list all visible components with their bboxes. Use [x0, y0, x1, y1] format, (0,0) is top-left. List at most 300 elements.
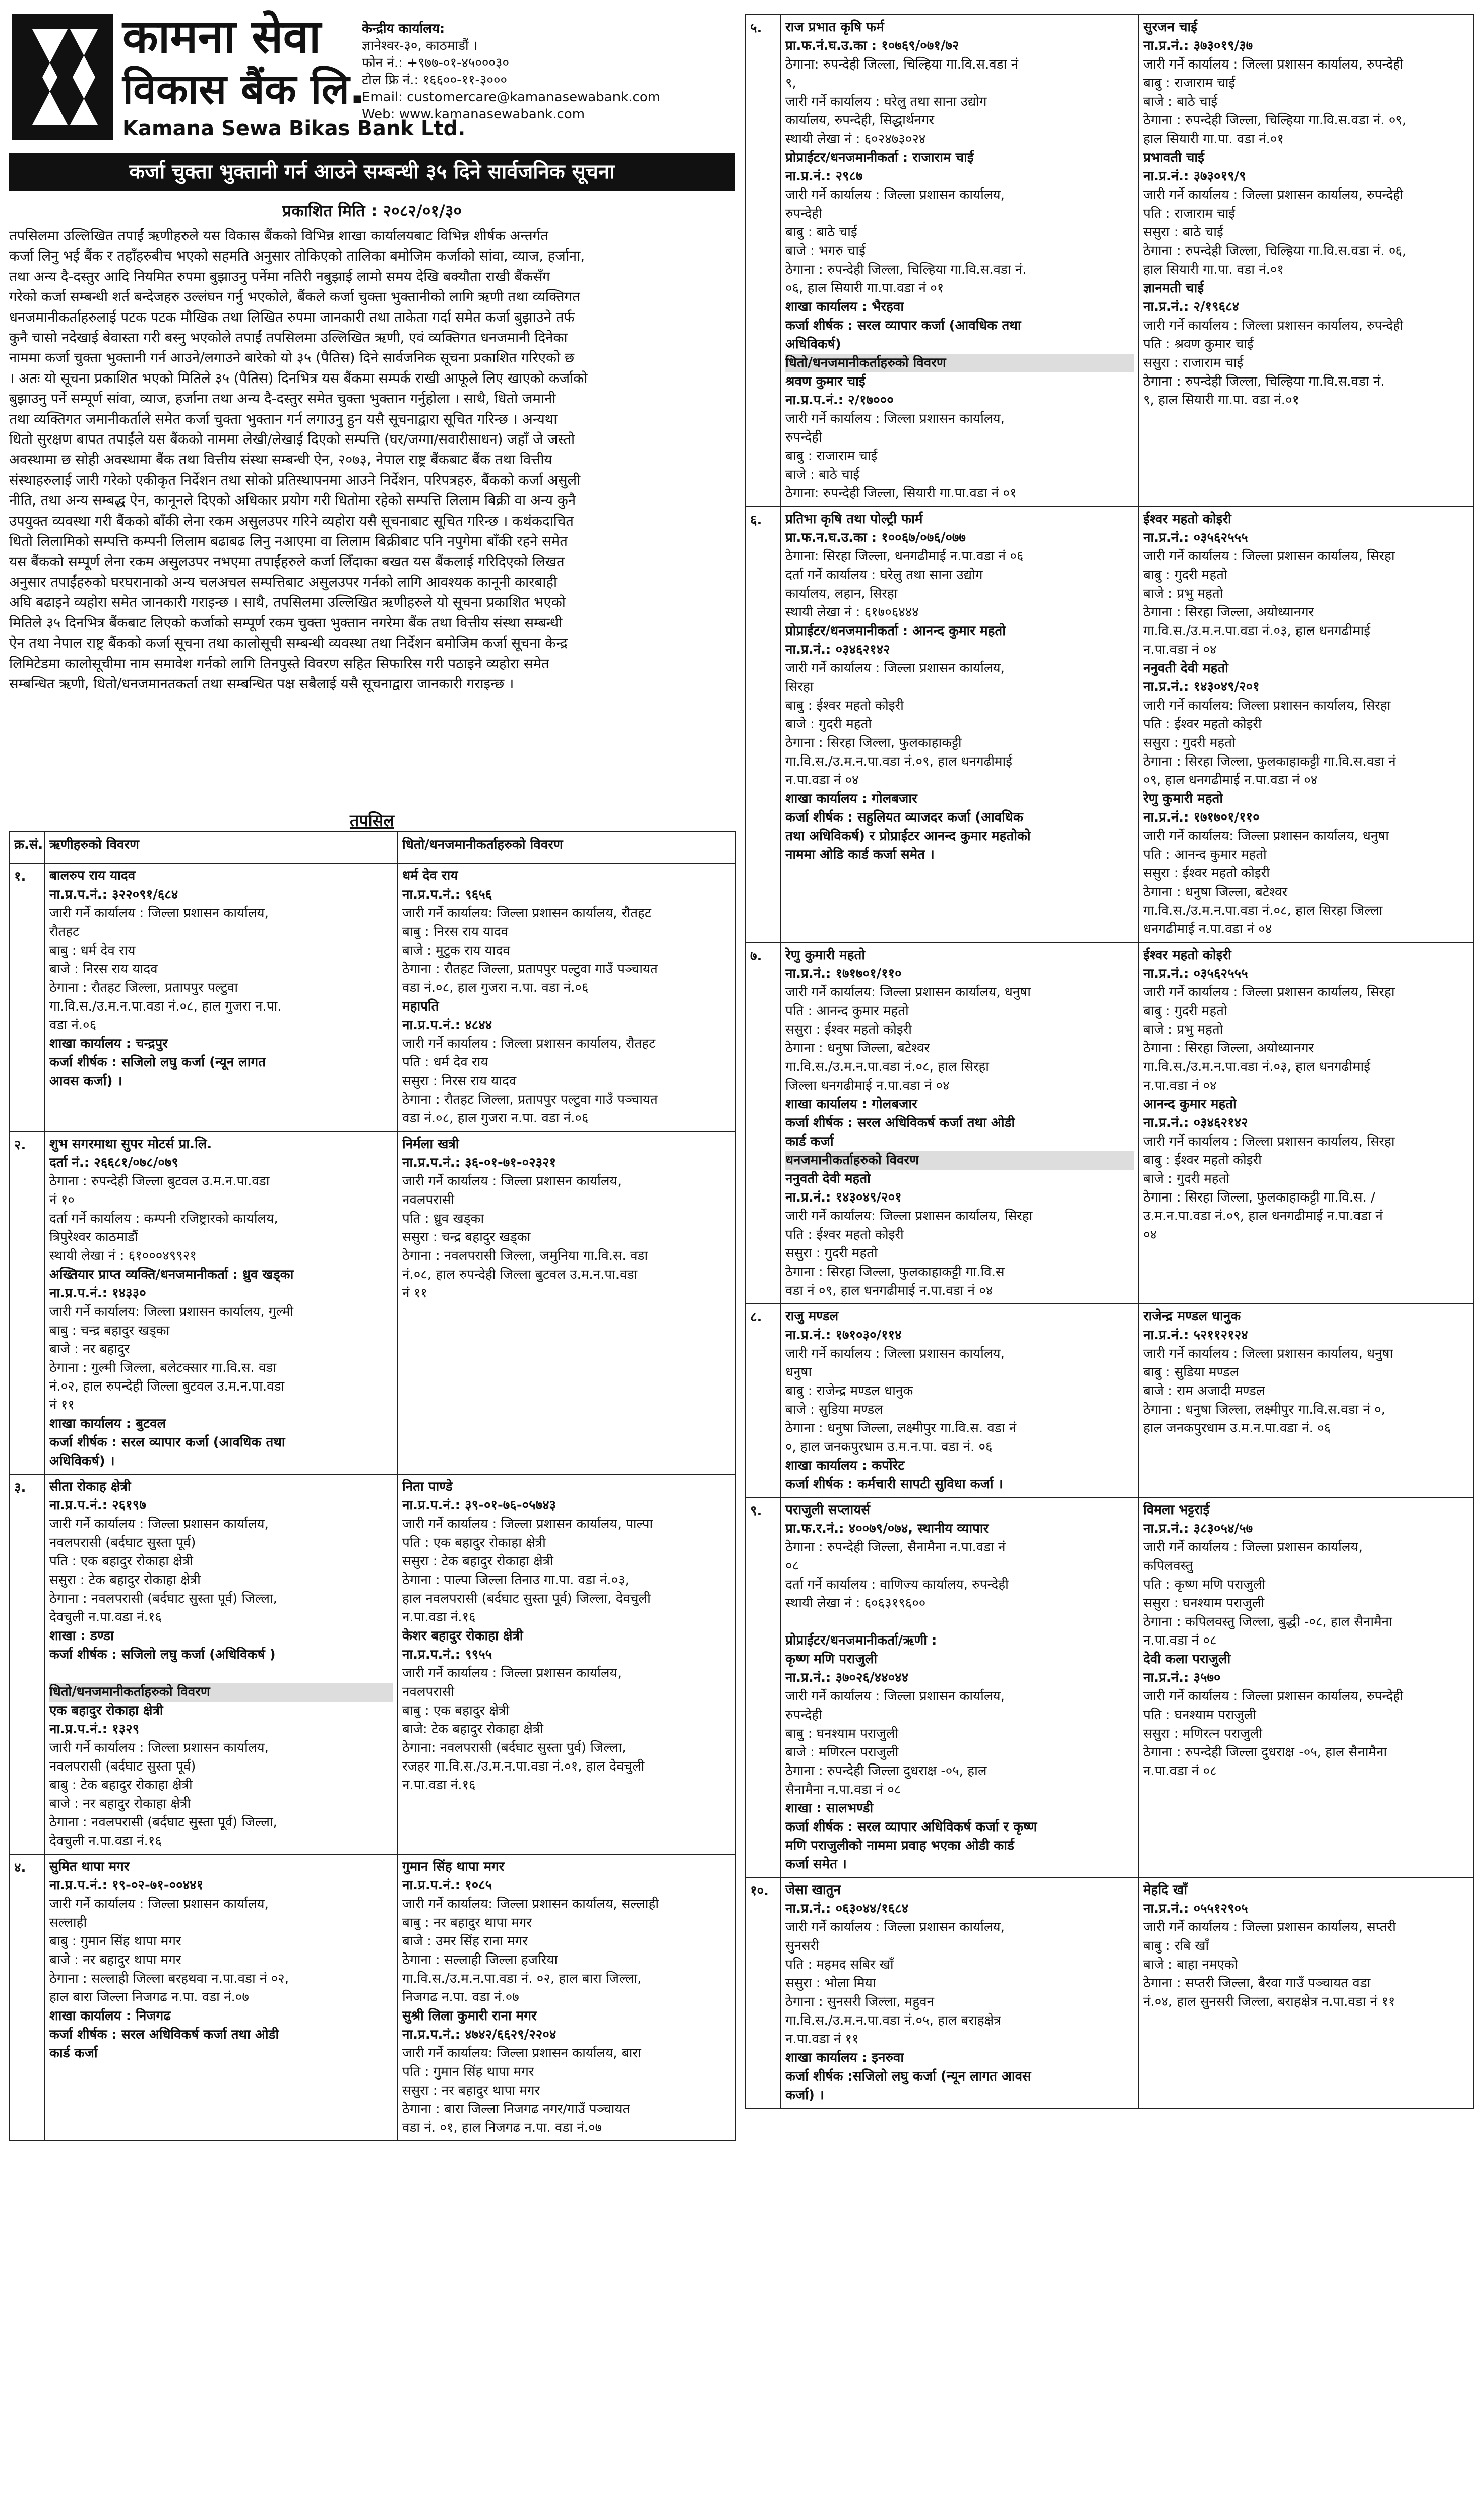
entry-line: ठेगाना : सप्तरी जिल्ला, बैरवा गाउँ पञ्चायत वडा: [1143, 1976, 1371, 1991]
entry-line: ०४: [1143, 1227, 1157, 1242]
guarantor-details: [1139, 15, 1473, 507]
entry-line: जारी गर्ने कार्यालय: जिल्ला प्रशासन कार्यालय, बारा: [402, 2046, 641, 2061]
entry-bold-line: प्रोप्राईटर/धनजमानीकर्ता/ऋणी :: [785, 1633, 937, 1648]
body-line: अवस्थामा छ सोही अवस्थामा बैंक तथा वित्तीय संस्था सम्बन्धी ऐन, २०७३, नेपाल राष्ट्र बैंकबाट बैंक तथा वित्तीय: [9, 452, 552, 468]
table-row: [10, 1854, 735, 2141]
table-row: [746, 15, 1473, 507]
entry-line: ठेगाना : रुपन्देही जिल्ला, सैनामैना न.पा.वडा नं: [785, 1540, 1006, 1555]
entry-line: जारी गर्ने कार्यालय : जिल्ला प्रशासन कार्यालय, पाल्पा: [402, 1517, 653, 1532]
entry-bold-line: मेहदि खाँ: [1143, 1882, 1187, 1898]
entry-line: न.पा.वडा नं ०४: [785, 773, 859, 788]
guarantor-details: [398, 1854, 735, 2141]
borrower-table-right: [745, 14, 1474, 2109]
entry-bold-line: प्रतिभा कृषि तथा पोल्ट्री फार्म: [785, 512, 923, 527]
entry-line: रजहर गा.वि.स./उ.म.न.पा.वडा नं.०१, हाल देवचुली: [402, 1759, 645, 1774]
entry-line: पति : श्रवण कुमार चाई: [1143, 337, 1254, 352]
entry-line: न.पा.वडा नं ०८: [1143, 1633, 1217, 1648]
entry-bold-line: ना.प्र.प.नं.: २६१९७: [49, 1498, 146, 1513]
entry-line: बाबु : गुदरी महतो: [1143, 568, 1227, 583]
entry-bold-line: सुश्री लिला कुमारी राना मगर: [402, 2008, 537, 2024]
guarantor-details: [398, 1474, 735, 1854]
serial-number: ३.: [10, 1474, 45, 1854]
table-row: [746, 1304, 1473, 1497]
entry-bold-line: प्रोप्राईटर/धनजमानीकर्ता : राजाराम चाई: [785, 150, 974, 165]
entry-line: नवलपरासी (बर्दघाट सुस्ता पूर्व): [49, 1759, 196, 1774]
entry-line: उ.म.न.पा.वडा नं.०९, हाल धनगढीमाई न.पा.वडा नं: [1143, 1209, 1383, 1224]
entry-line: बाबु : रबि खाँ: [1143, 1938, 1209, 1954]
table-row: [746, 1877, 1473, 2108]
entry-line: जारी गर्ने कार्यालय: जिल्ला प्रशासन कार्यालय, धनुषा: [1143, 829, 1389, 844]
table-row: [746, 1497, 1473, 1877]
entry-line: ससुरा : ईश्वर महतो कोइरी: [1143, 866, 1270, 881]
entry-line: ठेगाना: सिरहा जिल्ला, धनगढीमाई न.पा.वडा नं ०६: [785, 549, 1024, 564]
entry-line: बाजे : सुडिया मण्डल: [785, 1402, 883, 1417]
entry-line: ठेगाना : रौतहट जिल्ला, प्रतापपुर पल्टुवा गाउँ पञ्चायत: [402, 1092, 658, 1107]
section-subheading: धितो/धनजमानीकर्ताहरुको विवरण: [49, 1683, 393, 1702]
entry-bold-line: मणि पराजुलीको नाममा प्रवाह भएका ओडी कार्ड: [785, 1838, 1014, 1853]
entry-bold-line: निता पाण्डे: [402, 1479, 453, 1494]
entry-bold-line: ना.प्र.नं.: ५२११२१२४: [1143, 1328, 1248, 1343]
entry-line: पति : एक बहादुर रोकाहा क्षेत्री: [49, 1554, 193, 1569]
entry-line: न.पा.वडा नं ०४: [1143, 642, 1217, 657]
entry-bold-line: केशर बहादुर रोकाहा क्षेत्री: [402, 1628, 523, 1644]
serial-number: १०.: [746, 1877, 781, 2108]
entry-line: वडा नं ०९, हाल धनगढीमाई न.पा.वडा नं ०४: [785, 1283, 993, 1298]
publish-date: प्रकाशित मिति : २०८२/०१/३०: [282, 201, 462, 220]
contact-web[interactable]: Web: www.kamanasewabank.com: [362, 107, 585, 122]
table-row: [746, 507, 1473, 942]
guarantor-details: [1139, 507, 1473, 942]
body-line: उपयुक्त व्यवस्था गरी बैंकको बाँकी लेना रकम असुलउपर गरिने व्यहोरा यसै सूचनाबाट सूचित गरिन्छ । कथंकदाचित: [9, 513, 574, 529]
body-line: तथा व्यक्तिगत जमानीकर्ताले समेत कर्जा चुक्ता भुक्तान गर्न लगाउनु हुन यसै सूचनाद्वारा सूचित गरिन्छ । अन्यथा: [9, 411, 558, 427]
entry-line: जारी गर्ने कार्यालय : जिल्ला प्रशासन कार्यालय, सिरहा: [1143, 549, 1395, 564]
entry-bold-line: शाखा कार्यालय : गोलबजार: [785, 1097, 917, 1112]
entry-bold-line: शाखा कार्यालय : भैरहवा: [785, 299, 904, 314]
entry-bold-line: कार्ड कर्जा: [785, 1134, 834, 1149]
borrower-details: [781, 1304, 1139, 1497]
entry-line: बाजे : बाठे चाई: [785, 467, 860, 482]
entry-line: हाल सियारी गा.पा. वडा नं.०१: [1143, 132, 1284, 147]
entry-line: ससुरा : घनश्याम पराजुली: [1143, 1596, 1265, 1611]
entry-bold-line: सुरजन चाई: [1143, 20, 1197, 35]
entry-line: ठेगाना : धनुषा जिल्ला, बटेश्वर: [785, 1041, 930, 1056]
entry-line: जारी गर्ने कार्यालय : जिल्ला प्रशासन कार्यालय,: [1143, 1540, 1363, 1555]
entry-line: ससुरा : बाठे चाई: [1143, 225, 1223, 240]
entry-bold-line: ना.प्र.प.नं.: ९६५६: [402, 887, 492, 902]
entry-line: नं १०: [49, 1192, 75, 1208]
entry-bold-line: प्रा.फ.न.घ.उ.का : १००६७/०७६/०७७: [785, 530, 966, 545]
entry-line: रुपन्देही: [785, 430, 822, 445]
entry-bold-line: ना.प्र.प.नं.: २/१७०००: [785, 393, 894, 408]
entry-line: हाल नवलपरासी (बर्दघाट सुस्ता पूर्व) जिल्ला, देवचुली: [402, 1591, 651, 1606]
entry-line: स्थायी लेखा नं : ६१७०६४४४: [785, 605, 919, 620]
entry-line: ठेगाना : सिरहा जिल्ला, अयोध्यानगर: [1143, 1041, 1314, 1056]
entry-line: कार्यालय, रुपन्देही, सिद्धार्थनगर: [785, 113, 935, 128]
entry-bold-line: कर्जा समेत ।: [785, 1857, 847, 1872]
entry-line: ठेगाना : कपिलवस्तु जिल्ला, बुद्धी -०८, हाल सैनामैना: [1143, 1614, 1392, 1629]
table-row: [10, 1131, 735, 1474]
entry-line: न.पा.वडा नं ११: [785, 2032, 859, 2047]
entry-line: ठेगाना: रुपन्देही जिल्ला, चिल्हिया गा.वि.स.वडा नं: [785, 57, 1019, 72]
entry-line: ठेगाना : बारा जिल्ला निजगढ नगर/गाउँ पञ्चायत: [402, 2102, 630, 2117]
entry-line: ९,: [785, 76, 796, 91]
borrower-details: [45, 1474, 398, 1854]
body-line: कुनै चासो नदेखाई बेवास्ता गरी बस्नु भएकोले तपाईं तपसिलमा उल्लिखित ऋणी, एवं व्यक्तिगत धनजमानी दिनेका: [9, 330, 568, 346]
borrower-details: [45, 1854, 398, 2141]
entry-line: ठेगाना : धनुषा जिल्ला, लक्ष्मीपुर गा.वि.स.वडा नं ०,: [1143, 1402, 1385, 1417]
entry-bold-line: तथा अधिविकर्ष) र प्रोप्राईटर आनन्द कुमार महतोको: [785, 829, 1031, 844]
entry-line: जारी गर्ने कार्यालय : जिल्ला प्रशासन कार्यालय, रौतहट: [402, 1036, 656, 1051]
entry-line: ससुरा : ईश्वर महतो कोइरी: [785, 1022, 912, 1037]
entry-line: गा.वि.स./उ.म.न.पा.वडा नं.०३, हाल धनगढीमाई: [1143, 1059, 1371, 1075]
entry-bold-line: प्रोप्राईटर/धनजमानीकर्ता : आनन्द कुमार महतो: [785, 623, 1006, 639]
guarantor-details: [1139, 1877, 1473, 2108]
entry-bold-line: ना.प्र.नं.: १७१७०१/११०: [1143, 810, 1260, 825]
entry-line: स्थायी लेखा नं : ६०२४७३०२४: [785, 132, 926, 147]
entry-bold-line: कर्जा शीर्षक : सरल व्यापार कर्जा (आवधिक तथा: [785, 318, 1021, 333]
entry-bold-line: ना.प्र.प.नं.: ४८४४: [402, 1018, 492, 1033]
guarantor-details: [398, 863, 735, 1131]
body-line: गरेको कर्जा सम्बन्धी शर्त बन्देजहरु उल्लंघन गर्नु भएकोले, बैंकले कर्जा चुक्ता भुक्तानीको लागि ऋणी तथा व्यक्तिगत: [9, 289, 580, 305]
entry-line: ०६, हाल सियारी गा.पा.वडा नं ०१: [785, 281, 944, 296]
entry-line: पति : राजाराम चाई: [1143, 206, 1236, 221]
entry-bold-line: ना.प्र.प.नं.: ९९५५: [402, 1647, 492, 1662]
entry-line: गा.वि.स./उ.म.न.पा.वडा नं.०३, हाल धनगढीमाई: [1143, 623, 1371, 639]
entry-bold-line: ना.प्र.प.नं.: १०८५: [402, 1878, 492, 1893]
entry-line: कपिलवस्तु: [1143, 1558, 1193, 1573]
entry-bold-line: अधिविकर्ष): [785, 337, 841, 352]
contact-block: [362, 20, 735, 123]
serial-number: ७.: [746, 942, 781, 1304]
body-line: अनुसार तपाईंहरुको घरघरानाको अन्य चलअचल सम्पत्तिबाट असुलउपर गर्नको लागि आवश्यक कानूनी कारबाही: [9, 574, 558, 590]
entry-line: जिल्ला धनगढीमाई न.पा.वडा नं ०४: [785, 1078, 950, 1093]
entry-line: गा.वि.स./उ.म.न.पा.वडा नं.०८, हाल सिरहा: [785, 1059, 990, 1075]
body-line: बुझाउनु पर्ने सम्पूर्ण सांवा, व्याज, हर्जाना तथा अन्य दै-दस्तुर समेत चुक्ता भुक्तान गर्नुहोला । साथै, धितो जमानी: [9, 391, 556, 407]
entry-line: धनुषा: [785, 1365, 812, 1380]
entry-line: ठेगाना: नवलपरासी (बर्दघाट सुस्ता पुर्व) जिल्ला,: [402, 1740, 626, 1755]
guarantor-details: [1139, 1304, 1473, 1497]
entry-line: ससुरा : गुदरी महतो: [785, 1246, 878, 1261]
serial-number: ९.: [746, 1497, 781, 1877]
entry-bold-line: प्रा.फ.र.नं.: ४००७९/०७४, स्थानीय व्यापार: [785, 1521, 989, 1536]
entry-line: बाजे : भगरु चाई: [785, 243, 866, 259]
entry-line: नं ११: [49, 1398, 75, 1413]
entry-bold-line: कर्जा शीर्षक : सरल अधिविकर्ष कर्जा तथा ओडी: [49, 2027, 279, 2042]
entry-bold-line: ना.प्र.नं.: ०३४६२१४२: [785, 642, 890, 657]
entry-line: जारी गर्ने कार्यालय : जिल्ला प्रशासन कार्यालय, सिरहा: [1143, 985, 1395, 1000]
entry-line: स्थायी लेखा नं : ६१०००४९९२१: [49, 1248, 197, 1264]
body-line: यस बैंकको सम्पूर्ण लेना रकम असुलउपर नभएमा तपाईंहरुले कर्जा लिँदाका बखत यस बैंकलाई गरिदिएको लिखत: [9, 553, 565, 570]
entry-line: बाजे : मणिरत्न पराजुली: [785, 1745, 899, 1760]
entry-line: जारी गर्ने कार्यालय : जिल्ला प्रशासन कार्यालय, सिरहा: [1143, 1134, 1395, 1149]
entry-bold-line: महापति: [402, 999, 439, 1014]
entry-line: जारी गर्ने कार्यालय : जिल्ला प्रशासन कार्यालय,: [785, 1689, 1005, 1704]
entry-line: ठेगाना : सिरहा जिल्ला, फुलकाहाकट्टी गा.वि.स: [785, 1265, 1005, 1280]
entry-line: न.पा.वडा नं.१६: [402, 1610, 476, 1625]
entry-line: निजगढ न.पा. वडा नं.०७: [402, 1990, 519, 2005]
entry-line: बाजे : गुदरी महतो: [1143, 1171, 1230, 1186]
col-header-guarantor: धितो/धनजमानीकर्ताहरुको विवरण: [398, 831, 735, 863]
entry-line: ससुरा : नर बहादुर थापा मगर: [402, 2083, 540, 2098]
entry-line: बाबु : ईश्वर महतो कोइरी: [1143, 1153, 1262, 1168]
entry-line: रौतहट: [49, 924, 80, 939]
entry-line: बाजे : प्रभु महतो: [1143, 1022, 1223, 1037]
entry-line: ठेगाना : रौतहट जिल्ला, प्रतापपुर पल्टुवा: [49, 980, 238, 995]
entry-bold-line: अधिविकर्ष) ।: [49, 1454, 115, 1469]
entry-line: जारी गर्ने कार्यालय : जिल्ला प्रशासन कार्यालय,: [785, 1346, 1005, 1361]
entry-line: पति : ईश्वर महतो कोइरी: [1143, 717, 1262, 732]
entry-line: जारी गर्ने कार्यालय : जिल्ला प्रशासन कार्यालय, रुपन्देही: [1143, 1689, 1403, 1704]
entry-line: हाल बारा जिल्ला निजगढ न.पा. वडा नं.०७: [49, 1990, 249, 2005]
entry-line: ठेगाना : रौतहट जिल्ला, प्रतापपुर पल्टुवा गाउँ पञ्चायत: [402, 962, 658, 977]
entry-bold-line: आवस कर्जा) ।: [49, 1074, 122, 1089]
contact-line: टोल फ्रि नं.: १६६००-११-३०००: [362, 73, 507, 88]
entry-bold-line: ईश्वर महतो कोइरी: [1143, 948, 1231, 963]
tapsil-heading: तपसिल: [349, 811, 395, 830]
entry-line: न.पा.वडा नं ०४: [1143, 1078, 1217, 1093]
entry-line: बाजे: टेक बहादुर रोकाहा क्षेत्री: [402, 1722, 543, 1737]
entry-line: कार्यालय, लहान, सिरहा: [785, 586, 898, 601]
entry-line: बाबु : धर्म देव राय: [49, 943, 136, 958]
entry-bold-line: ना.प्र.नं.: १७१०३०/११४: [785, 1328, 902, 1343]
entry-line: नवलपरासी: [402, 1192, 454, 1208]
serial-number: ४.: [10, 1854, 45, 2141]
entry-line: ठेगाना : सिरहा जिल्ला, अयोध्यानगर: [1143, 605, 1314, 620]
entry-line: जारी गर्ने कार्यालय : जिल्ला प्रशासन कार्यालय,: [49, 1740, 269, 1755]
entry-line: बाजे : गुदरी महतो: [785, 717, 872, 732]
entry-line: [49, 1664, 393, 1683]
entry-line: जारी गर्ने कार्यालय : जिल्ला प्रशासन कार्यालय,: [402, 1174, 622, 1189]
entry-line: नवलपरासी (बर्दघाट सुस्ता पूर्व): [49, 1535, 196, 1550]
entry-line: गा.वि.स./उ.म.न.पा.वडा नं. ०२, हाल बारा जिल्ला,: [402, 1971, 642, 1986]
entry-bold-line: शाखा कार्यालय : बुटवल: [49, 1416, 166, 1431]
entry-line: ठेगाना : नवलपरासी जिल्ला, जमुनिया गा.वि.स. वडा: [402, 1248, 648, 1264]
entry-bold-line: कर्जा शीर्षक :सजिलो लघु कर्जा (न्यून लागत आवस: [785, 2069, 1031, 2084]
entry-bold-line: ना.प्र.नं.: ०५५१२९०५: [1143, 1901, 1248, 1916]
entry-line: ठेगाना : धनुषा जिल्ला, लक्ष्मीपुर गा.वि.स. वडा नं: [785, 1421, 1017, 1436]
entry-bold-line: धर्म देव राय: [402, 868, 458, 884]
entry-bold-line: ना.प्र.नं.: ०३५६२५५५: [1143, 530, 1248, 545]
body-line: ऐन तथा नेपाल राष्ट्र बैंकको कर्जा सूचना तथा कालोसूची सम्बन्धी व्यवस्था तथा निर्देशन बमोजिम कर्जा सूचना केन्द्र: [9, 635, 568, 652]
entry-line: ०९, हाल धनगढीमाई न.पा.वडा नं ०४: [1143, 773, 1318, 788]
left-column: [9, 9, 735, 830]
borrower-details: [45, 1131, 398, 1474]
entry-line: बाबु : निरस राय यादव: [402, 924, 509, 939]
entry-line: दर्ता गर्ने कार्यालय : घरेलु तथा साना उद्योग: [785, 568, 983, 583]
entry-bold-line: ना.प्र.नं.: १७१७०१/११०: [785, 966, 902, 981]
entry-line: जारी गर्ने कार्यालय : जिल्ला प्रशासन कार्यालय,: [785, 661, 1005, 676]
notice-body: [9, 226, 735, 694]
body-line: । अतः यो सूचना प्रकाशित भएको मितिले ३५ (पैतिस) दिनभित्र यस बैंकमा सम्पर्क राखी आफूले लिए खाएको कर्जाको: [9, 370, 588, 387]
entry-line: पति : ईश्वर महतो कोइरी: [785, 1227, 904, 1242]
entry-line: बाजे : निरस राय यादव: [49, 962, 158, 977]
entry-line: बाबु : बाठे चाई: [785, 225, 857, 240]
serial-number: १.: [10, 863, 45, 1131]
entry-bold-line: सीता रोकाह क्षेत्री: [49, 1479, 131, 1494]
entry-line: पति : गुमान सिंह थापा मगर: [402, 2064, 534, 2080]
contact-line: केन्द्रीय कार्यालय:: [362, 21, 445, 36]
body-line: तथा अन्य दै-दस्तुर आदि नियमित रुपमा बुझाउनु पर्नेमा नतिरी नबुझाई लामो समय देखि बक्यौता राखी बैंकसँग: [9, 268, 550, 285]
entry-line: धनगढीमाई न.पा.वडा नं ०४: [1143, 922, 1272, 937]
body-line: अघि बढाइने व्यहोरा समेत जानकारी गराइन्छ । साथै, तपसिलमा उल्लिखित ऋणीहरुले यो सूचना प्रकाशित भएको: [9, 594, 566, 611]
entry-bold-line: ना.प्र.नं.: ३८३०५४/५७: [1143, 1521, 1253, 1536]
entry-bold-line: ना.प्र.नं.: ३५७०: [1143, 1670, 1221, 1685]
entry-line: पति : घनश्याम पराजुली: [1143, 1708, 1256, 1723]
entry-bold-line: कर्जा शीर्षक : सजिलो लघु कर्जा (न्यून लागत: [49, 1055, 266, 1070]
entry-line: बाजे : बाठे चाई: [1143, 94, 1218, 109]
entry-line: ससुरा : चन्द्र बहादुर खड्का: [402, 1230, 531, 1245]
entry-line: बाजे : मुटुक राय यादव: [402, 943, 510, 958]
entry-bold-line: शुभ सगरमाथा सुपर मोटर्स प्रा.लि.: [49, 1137, 212, 1152]
entry-bold-line: ना.प्र.नं.: १४३०४९/२०१: [785, 1190, 902, 1205]
entry-bold-line: ना.प्र.प.नं.: ३६-०१-७१-०२३२१: [402, 1155, 557, 1170]
borrower-details: [781, 15, 1139, 507]
entry-bold-line: ना.प्र.नं.: ०६३०४४/१६८४: [785, 1901, 909, 1916]
entry-bold-line: श्रवण कुमार चाई: [785, 374, 866, 389]
borrower-details: [781, 1877, 1139, 2108]
entry-line: बाबु : राजाराम चाई: [1143, 76, 1236, 91]
serial-number: ६.: [746, 507, 781, 942]
entry-line: देवचुली न.पा.वडा नं.१६: [49, 1610, 162, 1625]
entry-line: बाजे : प्रभु महतो: [1143, 586, 1223, 601]
entry-line: बाबु : ईश्वर महतो कोइरी: [785, 698, 904, 713]
entry-line: ठेगाना : रुपन्देही जिल्ला दुधराक्ष -०५, हाल: [785, 1763, 987, 1779]
entry-bold-line: आनन्द कुमार महतो: [1143, 1097, 1237, 1112]
body-line: संस्थाहरुलाई जारी गरेको एकीकृत निर्देशन तथा सोको प्रतिस्थापनमा आउने निर्देशन, परिपत्रहरु, बैंकको कर्जा असुली: [9, 472, 581, 488]
entry-bold-line: कर्जा शीर्षक : कर्मचारी सापटी सुविधा कर्जा ।: [785, 1477, 1003, 1492]
entry-line: ठेगाना : रुपन्देही जिल्ला बुटवल उ.म.न.पा.वडा: [49, 1174, 270, 1189]
contact-line: ज्ञानेश्वर-३०, काठमाडौं ।: [362, 38, 478, 53]
entry-bold-line: प्रभावती चाई: [1143, 150, 1204, 165]
entry-line: वडा नं.०८, हाल गुजरा न.पा. वडा नं.०६: [402, 980, 589, 995]
entry-bold-line: ना.प्र.नं.: ०३५६२५५५: [1143, 966, 1248, 981]
body-line: सम्बन्धित ऋणी, धितो/धनजमानतकर्ता तथा सम्बन्धित पक्ष सबैलाई यसै सूचनाद्वारा जानकारी गराइन्छ ।: [9, 675, 514, 692]
entry-line: सिरहा: [785, 679, 814, 695]
entry-line: हाल जनकपुरधाम उ.म.न.पा.वडा नं. ०६: [1143, 1421, 1331, 1436]
serial-number: ८.: [746, 1304, 781, 1497]
borrower-details: [781, 942, 1139, 1304]
entry-line: ठेगाना : सिरहा जिल्ला, फुलकाहाकट्टी गा.वि.स. /: [1143, 1190, 1375, 1205]
entry-bold-line: शाखा कार्यालय : चन्द्रपुर: [49, 1036, 168, 1051]
contact-email[interactable]: Email: customercare@kamanasewabank.com: [362, 90, 661, 105]
entry-bold-line: ननुवती देवी महतो: [785, 1171, 871, 1186]
entry-bold-line: सुमित थापा मगर: [49, 1859, 130, 1874]
entry-bold-line: राजेन्द्र मण्डल धानुक: [1143, 1309, 1241, 1324]
entry-line: बाबु : गुमान सिंह थापा मगर: [49, 1934, 181, 1949]
body-line: कर्जा लिनु भई बैंक र तहाँहरुबीच भएको सहमति अनुसार तोकिएको तालिका बमोजिम कर्जाको सांवा, व्याज, हर्जाना,: [9, 248, 585, 265]
entry-line: वडा नं. ०१, हाल निजगढ न.पा. वडा नं.०७: [402, 2120, 602, 2135]
entry-bold-line: कर्जा शीर्षक : सरल व्यापार कर्जा (आवधिक तथा: [49, 1435, 285, 1450]
entry-line: बाबु : गुदरी महतो: [1143, 1003, 1227, 1019]
entry-bold-line: दर्ता नं.: २६६८१/०७८/०७९: [49, 1155, 178, 1170]
entry-line: ९, हाल सियारी गा.पा. वडा नं.०१: [1143, 393, 1300, 408]
entry-line: जारी गर्ने कार्यालय: जिल्ला प्रशासन कार्यालय, सल्लाही: [402, 1897, 659, 1912]
entry-line: जारी गर्ने कार्यालय : जिल्ला प्रशासन कार्यालय,: [785, 1920, 1005, 1935]
entry-line: जारी गर्ने कार्यालय : जिल्ला प्रशासन कार्यालय,: [785, 411, 1005, 426]
entry-line: जारी गर्ने कार्यालय : जिल्ला प्रशासन कार्यालय,: [49, 1897, 269, 1912]
section-subheading: धितो/धनजमानीकर्ताहरुको विवरण: [785, 354, 1134, 372]
entry-bold-line: ना.प्र.प.नं.: १९-०२-७१-००४४१: [49, 1878, 204, 1893]
entry-line: पति : आनन्द कुमार महतो: [785, 1003, 909, 1019]
entry-line: जारी गर्ने कार्यालय : जिल्ला प्रशासन कार्यालय,: [49, 1517, 269, 1532]
entry-line: जारी गर्ने कार्यालय: जिल्ला प्रशासन कार्यालय, सिरहा: [785, 1209, 1033, 1224]
entry-line: पति : धर्म देव राय: [402, 1055, 488, 1070]
entry-line: ठेगाना : रुपन्देही जिल्ला, चिल्हिया गा.वि.स.वडा नं. ०९,: [1143, 113, 1407, 128]
entry-bold-line: विमला भट्टराई: [1143, 1502, 1210, 1518]
entry-line: ठेगाना : सुनसरी जिल्ला, महुवन: [785, 1994, 935, 2009]
table-row: [10, 863, 735, 1131]
entry-line: जारी गर्ने कार्यालय : जिल्ला प्रशासन कार्यालय, रुपन्देही: [1143, 57, 1403, 72]
entry-line: गा.वि.स./उ.म.न.पा.वडा नं.०८, हाल गुजरा न.पा.: [49, 999, 282, 1014]
entry-line: ससुरा : राजाराम चाई: [1143, 355, 1244, 370]
entry-line: ससुरा : मणिरत्न पराजुली: [1143, 1726, 1262, 1741]
guarantor-details: [1139, 1497, 1473, 1877]
entry-line: न.पा.वडा नं ०८: [1143, 1763, 1217, 1779]
entry-line: गा.वि.स./उ.म.न.पा.वडा नं.०८, हाल सिरहा जिल्ला: [1143, 903, 1383, 918]
body-line: नाममा कर्जा चुक्ता भुक्तानी गर्न आउने/लगाउने बारेको यो ३५ (पैतिस) दिने सार्वजनिक सूचना प्रकाशित गरिएको छ: [9, 350, 575, 366]
entry-line: ठेगाना : सिरहा जिल्ला, फुलकाहाकट्टी गा.वि.स.वडा नं: [1143, 754, 1396, 769]
entry-line: बाबु : एक बहादुर क्षेत्री: [402, 1703, 510, 1718]
entry-bold-line: राज प्रभात कृषि फर्म: [785, 20, 884, 35]
brand-subtitle-nepali: विकास बैंक लि.: [122, 66, 365, 113]
entry-line: ससुरा : टेक बहादुर रोकाहा क्षेत्री: [49, 1572, 201, 1588]
entry-bold-line: बालरुप राय यादव: [49, 868, 136, 884]
entry-line: गा.वि.स./उ.म.न.पा.वडा नं.०९, हाल धनगढीमाई: [785, 754, 1013, 769]
entry-line: जारी गर्ने कार्यालय : जिल्ला प्रशासन कार्यालय, धनुषा: [1143, 1346, 1393, 1361]
entry-bold-line: कर्जा शीर्षक : सजिलो लघु कर्जा (अधिविकर्ष ): [49, 1647, 276, 1662]
brand-name-nepali: कामना सेवा: [122, 10, 321, 64]
entry-line: त्रिपुरेश्वर काठमाडौं: [49, 1230, 138, 1245]
entry-line: ठेगाना : रुपन्देही जिल्ला, चिल्हिया गा.वि.स.वडा नं.: [1143, 374, 1385, 389]
borrower-details: [781, 507, 1139, 942]
entry-line: बाजे : नर बहादुर रोकाहा क्षेत्री: [49, 1796, 191, 1811]
entry-bold-line: ना.प्र.नं.: १४३०४९/२०१: [1143, 679, 1260, 695]
col-header-sn: क्र.सं.: [10, 831, 45, 863]
borrower-details: [781, 1497, 1139, 1877]
entry-line: ठेगाना : गुल्मी जिल्ला, बलेटक्सार गा.वि.स. वडा: [49, 1360, 277, 1375]
bank-logo-icon: [12, 14, 113, 140]
entry-line: नं.०८, हाल रुपन्देही जिल्ला बुटवल उ.म.न.पा.वडा: [402, 1267, 638, 1282]
entry-bold-line: प्रा.फ.नं.घ.उ.का : १०७६९/०७१/७२: [785, 38, 959, 53]
table-row: [746, 942, 1473, 1304]
entry-line: जारी गर्ने कार्यालय: जिल्ला प्रशासन कार्यालय, धनुषा: [785, 985, 1031, 1000]
entry-line: न.पा.वडा नं.१६: [402, 1778, 476, 1793]
entry-bold-line: कर्जा शीर्षक : सरल व्यापार अधिविकर्ष कर्जा र कृष्ण: [785, 1819, 1037, 1835]
entry-bold-line: शाखा कार्यालय : कर्पोरेट: [785, 1458, 905, 1473]
entry-line: ठेगाना : धनुषा जिल्ला, बटेश्वर: [1143, 885, 1288, 900]
body-line: धनजमानीकर्ताहरुलाई पटक पटक मौखिक तथा लिखित रुपमा जानकारी तथा ताकेता गर्दा समेत कर्जा बुझाउने तर्फ: [9, 309, 575, 326]
entry-line: पति : ध्रुव खड्का: [402, 1211, 484, 1226]
entry-line: जारी गर्ने कार्यालय : जिल्ला प्रशासन कार्यालय, रुपन्देही: [1143, 318, 1403, 333]
entry-bold-line: शाखा : सालभण्डी: [785, 1801, 874, 1816]
guarantor-details: [1139, 942, 1473, 1304]
body-line: लिमिटेडमा कालोसूचीमा नाम समावेश गर्नको लागि तिनपुस्ते विवरण सहित सिफारिस गरी पठाइने व्यहोरा समेत: [9, 655, 549, 672]
entry-line: ससुरा : गुदरी महतो: [1143, 735, 1236, 750]
entry-line: ०८: [785, 1558, 799, 1573]
entry-line: ठेगाना: रुपन्देही जिल्ला, सियारी गा.पा.वडा नं ०१: [785, 486, 1017, 501]
entry-bold-line: ना.प्र.नं.: ३७०२६/४४०४४: [785, 1670, 909, 1685]
entry-line: जारी गर्ने कार्यालय: जिल्ला प्रशासन कार्यालय, रौतहट: [402, 906, 651, 921]
contact-line: फोन नं.: +९७७-०१-४५०००३०: [362, 55, 509, 71]
entry-line: रुपन्देही: [785, 1708, 822, 1723]
entry-bold-line: देवी कला पराजुली: [1143, 1652, 1231, 1667]
body-line: धितो सुरक्षण बापत तपाईंले यस बैंकको नाममा लेखी/लेखाई दिएको सम्पत्ति (घर/जग्गा/सवारीसाधन) जहाँ जे जस्तो: [9, 431, 575, 448]
body-line: तपसिलमा उल्लिखित तपाईं ऋणीहरुले यस विकास बैंकको विभिन्न शाखा कार्यालयबाट विभिन्न शीर्षक अन्तर्गत: [9, 228, 548, 244]
entry-line: गा.वि.स./उ.म.न.पा.वडा नं.०५, हाल बराहक्षेत्र: [785, 2013, 1001, 2028]
entry-line: नवलपरासी: [402, 1684, 454, 1699]
entry-bold-line: ननुवती देवी महतो: [1143, 661, 1228, 676]
entry-bold-line: ना.प्र.नं.: ३७३०१९/९: [1143, 169, 1246, 184]
